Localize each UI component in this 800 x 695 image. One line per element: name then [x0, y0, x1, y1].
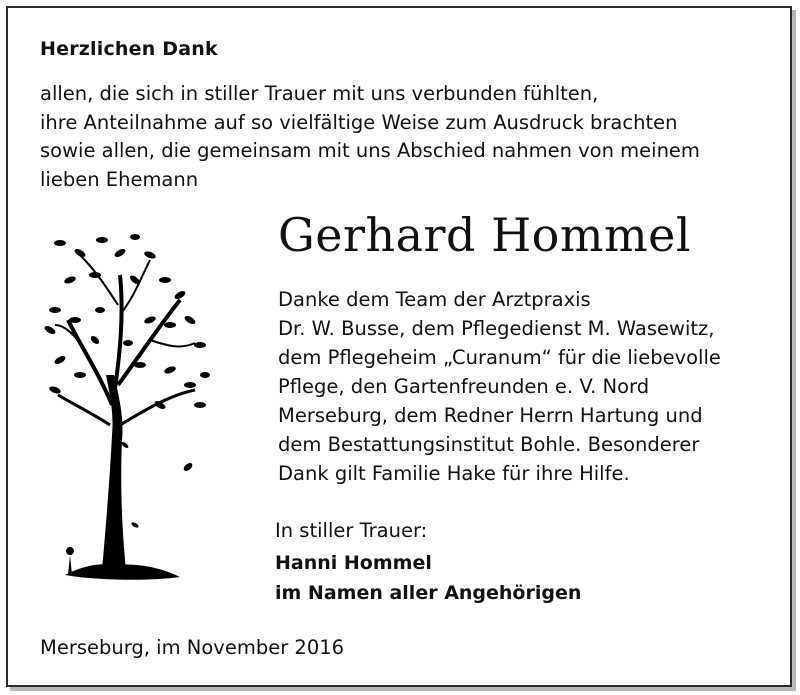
intro-line: ihre Anteilnahme auf so vielfältige Weise zum Ausdruck brachten [40, 110, 678, 134]
thanks-line: Dr. W. Busse, dem Pflegedienst M. Wasewitz, [278, 317, 715, 340]
thanks-line: dem Pflegeheim „Curanum“ für die liebevolle [278, 346, 721, 369]
thanks-text [278, 285, 721, 488]
deceased-name: Gerhard Hommel [278, 208, 692, 262]
thanks-line: Pflege, den Gartenfreunden e. V. Nord [278, 375, 650, 398]
signature-intro: In stiller Trauer: [275, 519, 428, 542]
thanks-line: Danke dem Team der Arztpraxis [278, 288, 591, 311]
thanks-line: Merseburg, dem Redner Herrn Hartung und [278, 404, 703, 427]
place-date: Merseburg, im November 2016 [40, 636, 345, 659]
signature-name: Hanni Hommel [275, 552, 432, 574]
intro-text [40, 80, 760, 194]
tree-icon [40, 225, 220, 595]
thanks-line: Dank gilt Familie Hake für ihre Hilfe. [278, 462, 630, 485]
intro-line: sowie allen, die gemeinsam mit uns Abschied nahmen von meinem [40, 139, 700, 162]
intro-line: lieben Ehemann [40, 167, 199, 191]
thanks-line: dem Bestattungsinstitut Bohle. Besonderer [278, 433, 700, 456]
signature-relatives: im Namen aller Angehörigen [275, 582, 582, 604]
heading: Herzlichen Dank [40, 38, 218, 60]
intro-line: allen, die sich in stiller Trauer mit uns verbunden fühlten, [40, 82, 599, 105]
